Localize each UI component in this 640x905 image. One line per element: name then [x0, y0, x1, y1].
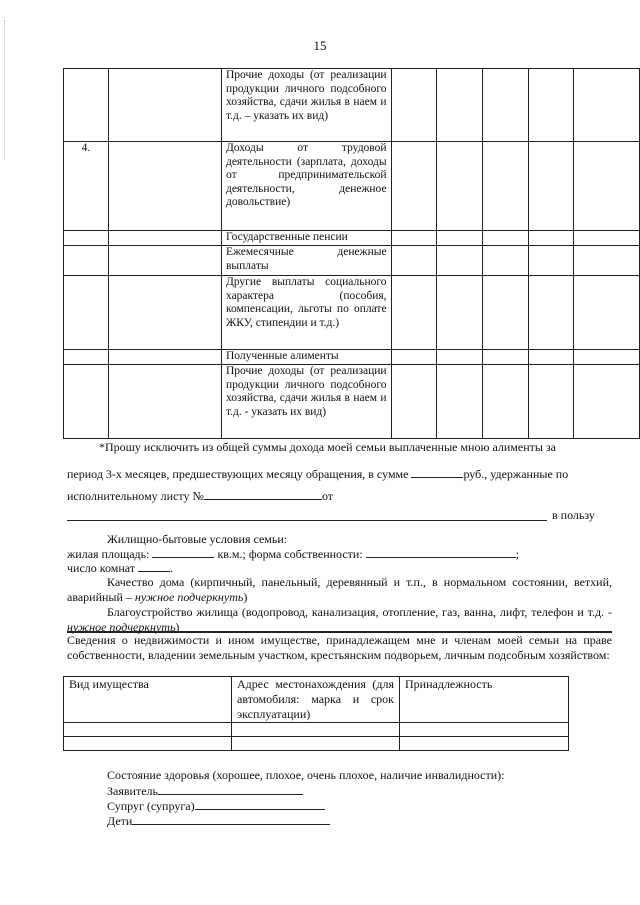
table-cell[interactable]: [574, 246, 640, 276]
table-cell[interactable]: [391, 350, 437, 365]
table-cell[interactable]: [437, 365, 483, 439]
table-cell[interactable]: [108, 276, 221, 350]
ownership-label: кв.м.; форма собственности:: [217, 547, 363, 561]
row-number: [64, 231, 109, 246]
living-area-label: жилая площадь:: [67, 547, 150, 561]
table-cell[interactable]: [108, 246, 221, 276]
beneficiary-label: в пользу: [552, 508, 595, 522]
table-cell[interactable]: [574, 350, 640, 365]
table-cell[interactable]: [437, 142, 483, 231]
table-row: [64, 723, 569, 737]
writ-number-label: исполнительному листу №: [67, 489, 204, 503]
table-cell[interactable]: [574, 365, 640, 439]
applicant-label: Заявитель: [107, 784, 158, 798]
alimony-rub-label: руб., удержанные по: [463, 467, 569, 481]
income-type-label: Полученные алименты: [221, 350, 391, 365]
table-cell[interactable]: [232, 723, 400, 737]
table-cell[interactable]: [391, 246, 437, 276]
rooms-line: [67, 560, 173, 575]
table-cell[interactable]: [528, 142, 574, 231]
table-cell[interactable]: [437, 69, 483, 142]
table-cell[interactable]: [574, 231, 640, 246]
rooms-label: число комнат: [67, 561, 136, 575]
row-number: [64, 246, 109, 276]
living-area-field[interactable]: [152, 546, 214, 558]
table-cell[interactable]: [482, 142, 528, 231]
table-row: [64, 350, 640, 365]
table-cell[interactable]: [391, 69, 437, 142]
punctuation: ): [243, 590, 248, 604]
table-cell[interactable]: [108, 142, 221, 231]
table-cell[interactable]: [482, 231, 528, 246]
income-type-label: Прочие доходы (от реализации продукции личного подсобного хозяйства, сдачи жилья в наем и т.д. – указать их вид): [221, 69, 391, 142]
table-cell[interactable]: [574, 69, 640, 142]
beneficiary-field[interactable]: [67, 520, 547, 521]
table-cell[interactable]: [437, 246, 483, 276]
punctuation: ;: [515, 547, 520, 561]
table-cell[interactable]: [574, 276, 640, 350]
table-cell[interactable]: [64, 723, 232, 737]
property-intro: Сведения о недвижимости и ином имуществе, принадлежащем мне и членам моей семьи на праве собственности, владении земельным участком, крестьянским подворьем, личным подсобным хозяйством:: [67, 633, 612, 662]
table-row: [64, 69, 640, 142]
table-cell[interactable]: [574, 142, 640, 231]
applicant-health-line: [107, 783, 303, 798]
row-number: [64, 69, 109, 142]
table-row: [64, 276, 640, 350]
table-cell[interactable]: [482, 69, 528, 142]
table-row: [64, 365, 640, 439]
table-cell[interactable]: [528, 231, 574, 246]
column-header: Принадлежность: [400, 677, 569, 723]
income-type-label: Доходы от трудовой деятельности (зарплата, доходы от предпринимательской деятельности, денежное довольствие): [221, 142, 391, 231]
table-cell[interactable]: [528, 276, 574, 350]
table-cell[interactable]: [391, 231, 437, 246]
table-cell[interactable]: [437, 350, 483, 365]
ownership-field[interactable]: [366, 546, 516, 558]
house-quality-paragraph: [67, 575, 612, 605]
children-health-line: [107, 813, 330, 828]
income-type-label: Государственные пенсии: [221, 231, 391, 246]
alimony-amount-field[interactable]: [411, 466, 463, 478]
table-header-row: [64, 677, 569, 723]
table-cell[interactable]: [108, 350, 221, 365]
table-row: [64, 737, 569, 751]
table-cell[interactable]: [482, 350, 528, 365]
row-number: [64, 350, 109, 365]
table-cell[interactable]: [232, 737, 400, 751]
page-number: 15: [313, 38, 327, 53]
row-number: [64, 276, 109, 350]
table-cell[interactable]: [437, 231, 483, 246]
children-health-field[interactable]: [132, 813, 330, 825]
spouse-label: Супруг (супруга): [107, 799, 195, 813]
punctuation: .: [170, 561, 174, 575]
table-cell[interactable]: [437, 276, 483, 350]
column-header: Вид имущества: [64, 677, 232, 723]
table-cell[interactable]: [108, 69, 221, 142]
spouse-health-line: [107, 798, 325, 813]
row-number: 4.: [64, 142, 109, 231]
table-cell[interactable]: [482, 365, 528, 439]
table-cell[interactable]: [391, 276, 437, 350]
table-cell[interactable]: [400, 737, 569, 751]
health-heading: Состояние здоровья (хорошее, плохое, очень плохое, наличие инвалидности):: [107, 768, 505, 782]
alimony-period-label: период 3-х месяцев, предшествующих месяцу обращения, в сумме: [67, 467, 409, 481]
income-type-label: Ежемесячные денежные выплаты: [221, 246, 391, 276]
table-cell[interactable]: [482, 246, 528, 276]
table-row: [64, 246, 640, 276]
table-cell[interactable]: [482, 276, 528, 350]
table-cell[interactable]: [108, 365, 221, 439]
writ-date-label: от: [321, 489, 334, 503]
table-cell[interactable]: [528, 350, 574, 365]
alimony-text-line-3: [67, 488, 333, 503]
table-cell[interactable]: [528, 246, 574, 276]
table-cell[interactable]: [400, 723, 569, 737]
table-row: [64, 231, 640, 246]
alimony-text-line-2: [67, 466, 568, 481]
alimony-text-line-1: *Прошу исключить из общей суммы дохода моей семьи выплаченные мною алименты за: [99, 440, 556, 454]
amenities-text: Благоустройство жилища (водопровод, канализация, отопление, газ, ванна, лифт, телефон и т.д. -: [107, 605, 612, 619]
table-cell[interactable]: [528, 69, 574, 142]
writ-number-field[interactable]: [204, 488, 322, 500]
row-number: [64, 365, 109, 439]
spouse-health-field[interactable]: [195, 798, 325, 810]
house-quality-text: Качество дома (кирпичный, панельный, деревянный и т.п., в нормальном состоянии, ветхий, аварийный –: [67, 575, 612, 604]
table-cell[interactable]: [64, 737, 232, 751]
children-label: Дети: [107, 814, 133, 828]
table-cell[interactable]: [391, 142, 437, 231]
table-row: [64, 142, 640, 231]
income-type-label: Прочие доходы (от реализации продукции личного подсобного хозяйства, сдачи жилья в наем и т.д. - указать их вид): [221, 365, 391, 439]
punctuation: ): [175, 620, 180, 634]
table-cell[interactable]: [528, 365, 574, 439]
property-table: [63, 676, 569, 751]
column-header: Адрес местонахождения (для автомобиля: марка и срок эксплуатации): [232, 677, 400, 723]
living-area-line: [67, 546, 519, 561]
applicant-health-field[interactable]: [158, 783, 303, 795]
underline-note: нужное подчеркнуть: [67, 620, 176, 634]
income-type-label: Другие выплаты социального характера (пособия, компенсации, льготы по оплате ЖКУ, стипендии и т.д.): [221, 276, 391, 350]
table-cell[interactable]: [108, 231, 221, 246]
living-conditions-heading: Жилищно-бытовые условия семьи:: [107, 532, 288, 546]
table-cell[interactable]: [391, 365, 437, 439]
underline-note: нужное подчеркнуть: [134, 590, 244, 604]
income-table: [63, 68, 640, 439]
rooms-field[interactable]: [138, 560, 170, 572]
